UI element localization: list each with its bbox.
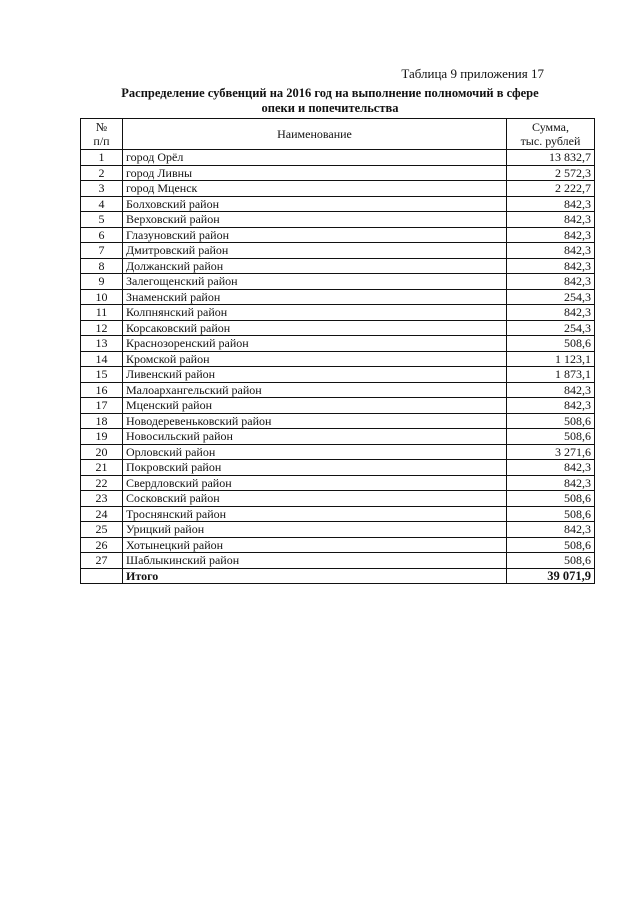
column-header-number-line-1: № (95, 120, 108, 134)
row-number-cell: 1 (81, 150, 123, 166)
row-number-cell: 7 (81, 243, 123, 259)
row-number-cell: 22 (81, 475, 123, 491)
row-number-cell: 23 (81, 491, 123, 507)
row-name-cell: Урицкий район (123, 522, 507, 538)
table-row (81, 320, 595, 336)
row-name-cell: Глазуновский район (123, 227, 507, 243)
table-row (81, 258, 595, 274)
row-name-cell: город Ливны (123, 165, 507, 181)
row-sum-cell: 508,6 (507, 336, 595, 352)
row-number-cell: 15 (81, 367, 123, 383)
row-number-cell: 19 (81, 429, 123, 445)
row-name-cell: Новодеревеньковский район (123, 413, 507, 429)
row-number-cell: 13 (81, 336, 123, 352)
table-row (81, 429, 595, 445)
table-row (81, 491, 595, 507)
row-sum-cell: 842,3 (507, 382, 595, 398)
column-header-number-line-2: п/п (93, 134, 110, 148)
table-row (81, 212, 595, 228)
row-sum-cell: 254,3 (507, 289, 595, 305)
row-number-cell: 14 (81, 351, 123, 367)
table-row (81, 506, 595, 522)
document-title (90, 86, 570, 116)
table-row (81, 444, 595, 460)
row-sum-cell: 842,3 (507, 274, 595, 290)
row-name-cell: Дмитровский район (123, 243, 507, 259)
table-row (81, 475, 595, 491)
row-number-cell: 9 (81, 274, 123, 290)
document-title-line-2: опеки и попечительства (261, 101, 399, 115)
table-row (81, 537, 595, 553)
row-number-cell: 12 (81, 320, 123, 336)
table-row (81, 367, 595, 383)
row-name-cell: Покровский район (123, 460, 507, 476)
row-name-cell: Орловский район (123, 444, 507, 460)
row-name-cell: Ливенский район (123, 367, 507, 383)
row-number-cell: 18 (81, 413, 123, 429)
row-name-cell: Залегощенский район (123, 274, 507, 290)
table-row (81, 181, 595, 197)
column-header-sum-line-2: тыс. рублей (520, 134, 581, 148)
row-name-cell: Сосковский район (123, 491, 507, 507)
row-sum-cell: 508,6 (507, 429, 595, 445)
row-sum-cell: 842,3 (507, 475, 595, 491)
row-sum-cell: 1 873,1 (507, 367, 595, 383)
row-name-cell: Шаблыкинский район (123, 553, 507, 569)
row-name-cell: город Орёл (123, 150, 507, 166)
row-number-cell: 16 (81, 382, 123, 398)
row-sum-cell: 842,3 (507, 398, 595, 414)
table-row (81, 351, 595, 367)
row-sum-cell: 508,6 (507, 413, 595, 429)
table-row (81, 165, 595, 181)
row-sum-cell: 842,3 (507, 212, 595, 228)
row-sum-cell: 1 123,1 (507, 351, 595, 367)
row-sum-cell: 254,3 (507, 320, 595, 336)
total-sum-cell: 39 071,9 (507, 568, 595, 584)
row-name-cell: Корсаковский район (123, 320, 507, 336)
row-sum-cell: 842,3 (507, 258, 595, 274)
row-number-cell: 21 (81, 460, 123, 476)
row-sum-cell: 842,3 (507, 243, 595, 259)
total-number-cell (81, 568, 123, 584)
row-number-cell: 10 (81, 289, 123, 305)
row-number-cell: 17 (81, 398, 123, 414)
subvention-table (80, 118, 595, 584)
table-row (81, 289, 595, 305)
row-sum-cell: 2 572,3 (507, 165, 595, 181)
column-header-sum (507, 119, 595, 150)
table-row (81, 460, 595, 476)
row-number-cell: 25 (81, 522, 123, 538)
table-header-row (81, 119, 595, 150)
appendix-label: Таблица 9 приложения 17 (401, 66, 544, 81)
row-name-cell: Должанский район (123, 258, 507, 274)
column-header-number (81, 119, 123, 150)
row-number-cell: 20 (81, 444, 123, 460)
row-sum-cell: 842,3 (507, 522, 595, 538)
row-sum-cell: 842,3 (507, 460, 595, 476)
row-number-cell: 3 (81, 181, 123, 197)
row-sum-cell: 13 832,7 (507, 150, 595, 166)
row-sum-cell: 508,6 (507, 537, 595, 553)
row-name-cell: Новосильский район (123, 429, 507, 445)
row-number-cell: 8 (81, 258, 123, 274)
table-row (81, 196, 595, 212)
column-header-sum-line-1: Сумма, (532, 120, 569, 134)
row-sum-cell: 842,3 (507, 305, 595, 321)
row-number-cell: 27 (81, 553, 123, 569)
total-label-cell: Итого (123, 568, 507, 584)
row-name-cell: Свердловский район (123, 475, 507, 491)
row-name-cell: город Мценск (123, 181, 507, 197)
table-row (81, 227, 595, 243)
table-row (81, 553, 595, 569)
row-name-cell: Верховский район (123, 212, 507, 228)
table-row (81, 382, 595, 398)
table-row (81, 336, 595, 352)
table-total-row (81, 568, 595, 584)
row-name-cell: Колпнянский район (123, 305, 507, 321)
row-number-cell: 5 (81, 212, 123, 228)
row-name-cell: Знаменский район (123, 289, 507, 305)
table-body (81, 150, 595, 569)
row-number-cell: 24 (81, 506, 123, 522)
row-name-cell: Троснянский район (123, 506, 507, 522)
row-number-cell: 4 (81, 196, 123, 212)
document-title-line-1: Распределение субвенций на 2016 год на выполнение полномочий в сфере (121, 86, 539, 100)
row-sum-cell: 2 222,7 (507, 181, 595, 197)
row-number-cell: 26 (81, 537, 123, 553)
column-header-name: Наименование (123, 119, 507, 150)
table-row (81, 413, 595, 429)
row-sum-cell: 842,3 (507, 196, 595, 212)
table-row (81, 522, 595, 538)
table-row (81, 243, 595, 259)
row-name-cell: Кромской район (123, 351, 507, 367)
table-row (81, 398, 595, 414)
row-name-cell: Малоархангельский район (123, 382, 507, 398)
row-number-cell: 6 (81, 227, 123, 243)
table-row (81, 274, 595, 290)
row-sum-cell: 508,6 (507, 506, 595, 522)
row-sum-cell: 842,3 (507, 227, 595, 243)
row-sum-cell: 508,6 (507, 553, 595, 569)
row-name-cell: Хотынецкий район (123, 537, 507, 553)
row-sum-cell: 508,6 (507, 491, 595, 507)
row-name-cell: Болховский район (123, 196, 507, 212)
table-row (81, 305, 595, 321)
row-name-cell: Краснозоренский район (123, 336, 507, 352)
row-number-cell: 2 (81, 165, 123, 181)
row-number-cell: 11 (81, 305, 123, 321)
table-row (81, 150, 595, 166)
row-sum-cell: 3 271,6 (507, 444, 595, 460)
row-name-cell: Мценский район (123, 398, 507, 414)
